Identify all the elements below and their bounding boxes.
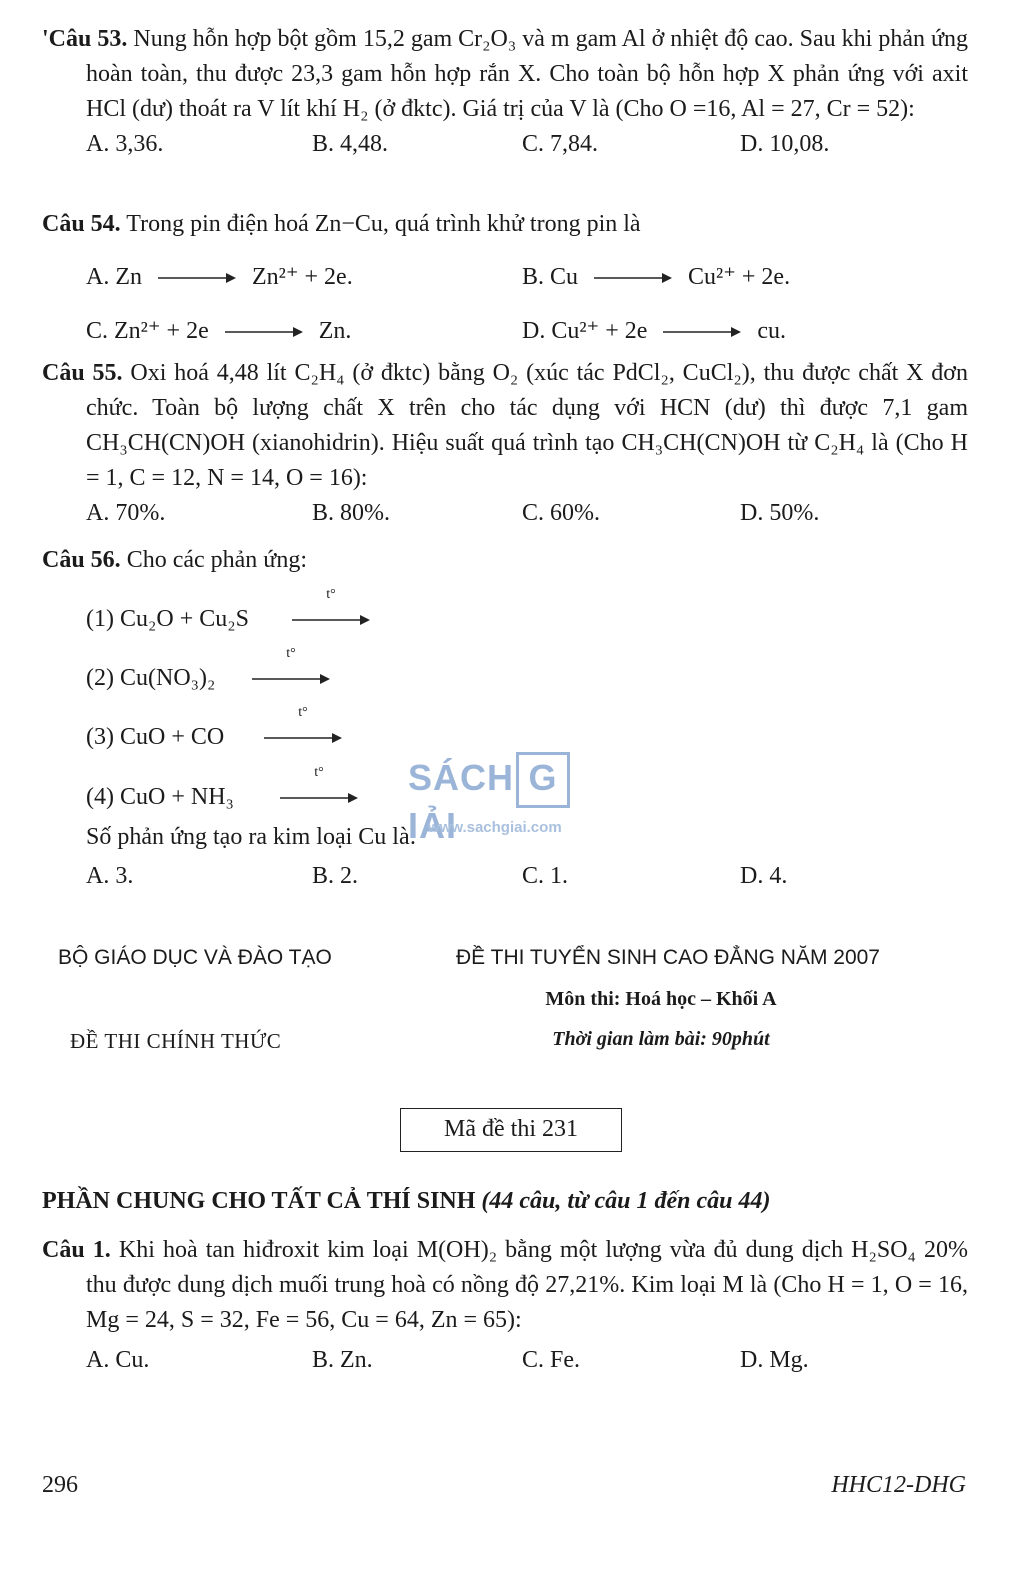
option-d: D. 10,08. [740,131,830,157]
reaction-formula: (3) CuO + CO [86,724,225,750]
option-d: D. Mg. [740,1347,809,1373]
question-53 [42,22,968,162]
heat-label: t° [326,587,336,603]
option-a-right: Zn²⁺ + 2e. [252,264,353,290]
option-c: C. Fe. [522,1347,581,1373]
heat-arrow-icon [292,587,370,630]
option-b: B. 80%. [312,500,390,526]
watermark-right: IẢI [408,805,458,846]
option-b-left: B. Cu [522,264,579,290]
section-title [42,1184,972,1219]
option-a-row [86,260,353,295]
question-56 [42,543,968,578]
watermark-left: SÁCH [408,757,515,798]
reaction-formula: (1) Cu₂O + Cu₂S [86,606,249,632]
arrow-icon [158,268,236,288]
option-c: C. 1. [522,863,569,889]
option-d: D. 4. [740,863,788,889]
question-label: Câu 56. [42,547,121,573]
question-1 [42,1233,968,1378]
option-a: A. Cu. [86,1347,150,1373]
exam-code: Mã đề thi 231 [400,1108,622,1152]
question-56-prompt: Số phản ứng tạo ra kim loại Cu là: [86,824,417,850]
option-a-left: A. Zn [86,264,142,290]
official-label: ĐỀ THI CHÍNH THỨC [70,1029,282,1053]
heat-label: t° [314,765,324,781]
reaction-1 [86,587,380,637]
question-text: Trong pin điện hoá Zn−Cu, quá trình khử trong pin là [126,211,641,237]
question-text: Khi hoà tan hiđroxit kim loại M(OH)₂ bằng một lượng vừa đủ dung dịch H₂SO₄ 20% thu được dung dịch muối trung hoà có nồng độ 27,21%. Kim loại M là (Cho H = 1, O = 16, Mg = 24, S = 32, Fe = 56, Cu = 64, Zn = 65): [86,1237,968,1333]
option-a: A. 3,36. [86,131,164,157]
heat-arrow-icon [264,705,342,748]
question-55 [42,356,968,531]
watermark-logo [408,734,618,846]
option-c-left: C. Zn²⁺ + 2e [86,318,209,344]
option-b: B. 4,48. [312,131,389,157]
option-b: B. 2. [312,863,359,889]
option-d: D. 50%. [740,500,820,526]
book-code: HHC12-DHG [831,1472,966,1498]
exam-title: ĐỀ THI TUYỂN SINH CAO ĐẲNG NĂM 2007 [456,946,880,969]
question-label: Câu 54. [42,211,121,237]
option-c: C. 60%. [522,500,600,526]
page-number: 296 [42,1472,78,1498]
question-56-options [42,859,968,894]
answer-options [86,1343,968,1378]
reaction-formula: (2) Cu(NO₃)₂ [86,665,216,691]
arrow-icon [594,268,672,288]
question-text: Cho các phản ứng: [126,547,307,573]
option-c: C. 7,84. [522,131,599,157]
reaction-4 [86,765,368,815]
exam-time: Thời gian làm bài: 90phút [552,1028,770,1050]
question-text: Oxi hoá 4,48 lít C₂H₄ (ở đktc) bằng O₂ (xúc tác PdCl₂, CuCl₂), thu được chất X đơn chức. Toàn bộ lượng chất X trên cho tác dụng với HCN (dư) thì được 7,1 gam CH₃CH(CN)OH (xianohidrin). Hiệu suất quá trình tạo CH₃CH(CN)OH từ C₂H₄ là (Cho H = 1, C = 12, N = 14, O = 16): [86,360,968,491]
heat-arrow-icon [252,646,330,689]
question-text: Nung hỗn hợp bột gồm 15,2 gam Cr₂O₃ và m gam Al ở nhiệt độ cao. Sau khi phản ứng hoàn toàn, thu được 23,3 gam hỗn hợp rắn X. Cho toàn bộ hỗn hợp X phản ứng với axit HCl (dư) thoát ra V lít khí H₂ (ở đktc). Giá trị của V là (Cho O =16, Al = 27, Cr = 52): [86,26,969,122]
option-d-right: cu. [757,318,787,344]
watermark-g: G [516,752,570,808]
answer-options [86,496,968,531]
answer-options [86,859,968,894]
option-d-row [522,314,786,349]
answer-options [86,127,968,162]
option-b: B. Zn. [312,1347,373,1373]
question-label: 'Câu 53. [42,26,128,52]
heat-label: t° [286,646,296,662]
question-label: Câu 55. [42,360,123,386]
option-c-right: Zn. [318,318,352,344]
arrow-icon [663,322,741,342]
option-a: A. 70%. [86,500,166,526]
arrow-icon [225,322,303,342]
ministry-name: BỘ GIÁO DỤC VÀ ĐÀO TẠO [58,946,332,969]
reaction-3 [86,705,352,755]
watermark-url: www.sachgiai.com [428,819,562,836]
option-b-row [522,260,790,295]
reaction-2 [86,646,340,696]
question-54 [42,207,968,242]
question-label: Câu 1. [42,1237,111,1263]
heat-arrow-icon [280,765,358,808]
section-note: (44 câu, từ câu 1 đến câu 44) [481,1188,771,1214]
heat-label: t° [298,705,308,721]
section-title-text: PHẦN CHUNG CHO TẤT CẢ THÍ SINH [42,1188,476,1214]
option-b-right: Cu²⁺ + 2e. [688,264,791,290]
option-d-left: D. Cu²⁺ + 2e [522,318,648,344]
exam-subject: Môn thi: Hoá học – Khối A [545,988,777,1010]
option-a: A. 3. [86,863,134,889]
reaction-formula: (4) CuO + NH₃ [86,784,234,810]
option-c-row [86,314,351,349]
